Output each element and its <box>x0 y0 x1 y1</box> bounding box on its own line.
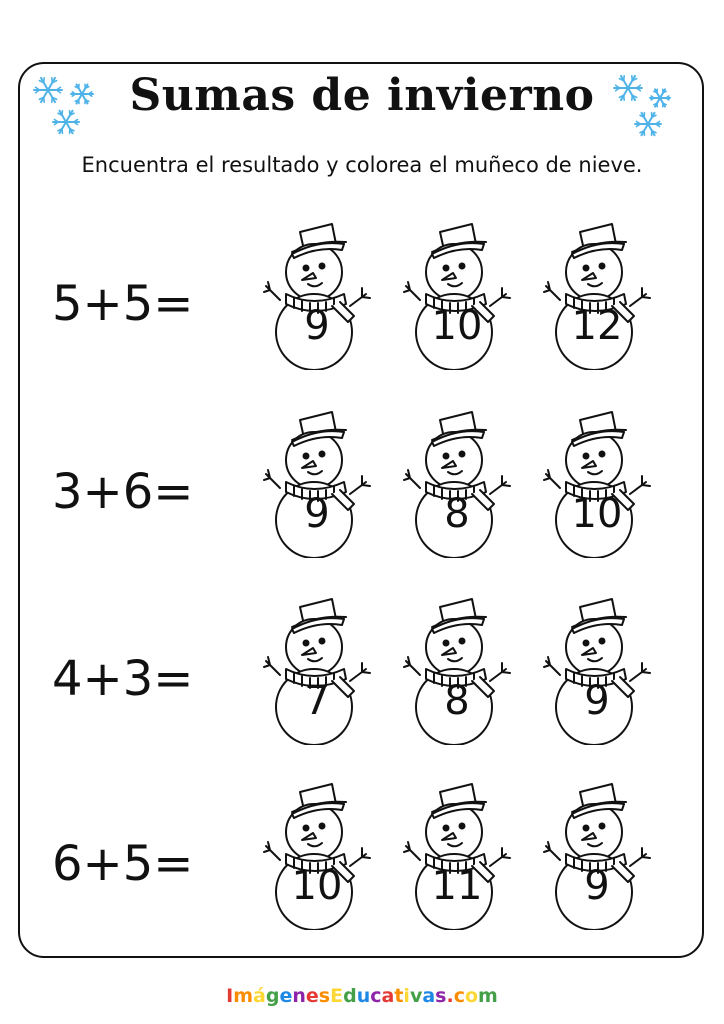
answer-number: 8 <box>444 678 470 724</box>
snowman-answer-option[interactable] <box>262 585 372 745</box>
equation-text: 5+5= <box>52 276 194 332</box>
answer-number: 9 <box>584 863 610 909</box>
answer-number: 11 <box>431 863 483 909</box>
equation-text: 6+5= <box>52 836 194 892</box>
snowman-answer-option[interactable] <box>402 770 512 930</box>
exercise-row <box>0 770 724 930</box>
equation-text: 3+6= <box>52 464 194 520</box>
snowman-answer-option[interactable] <box>402 585 512 745</box>
snowman-answer-option[interactable] <box>262 398 372 558</box>
instruction-text: Encuentra el resultado y colorea el muñeco de nieve. <box>81 153 643 177</box>
snowman-answer-option[interactable] <box>542 398 652 558</box>
answer-number: 10 <box>571 491 623 537</box>
snowman-answer-option[interactable] <box>402 398 512 558</box>
snowman-answer-option[interactable] <box>262 770 372 930</box>
exercise-row <box>0 585 724 745</box>
snowman-answer-option[interactable] <box>262 210 372 370</box>
snowman-answer-option[interactable] <box>542 210 652 370</box>
answer-number: 9 <box>584 678 610 724</box>
snowman-answer-option[interactable] <box>402 210 512 370</box>
answer-number: 9 <box>304 303 330 349</box>
equation-text: 4+3= <box>52 651 194 707</box>
exercise-row <box>0 398 724 558</box>
answer-number: 10 <box>431 303 483 349</box>
snowman-answer-option[interactable] <box>542 770 652 930</box>
snowman-answer-option[interactable] <box>542 585 652 745</box>
answer-number: 7 <box>304 678 330 724</box>
page-title: Sumas de invierno <box>129 70 595 121</box>
footer-logo: ImágenesEducativas.com <box>226 985 498 1007</box>
answer-number: 10 <box>291 863 343 909</box>
exercise-row <box>0 210 724 370</box>
answer-number: 8 <box>444 491 470 537</box>
answer-number: 9 <box>304 491 330 537</box>
answer-number: 12 <box>571 303 623 349</box>
